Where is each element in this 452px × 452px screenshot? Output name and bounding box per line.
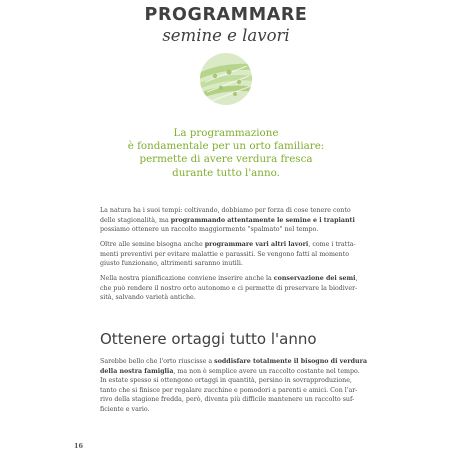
pull-quote-line: permette di avere verdura fresca [139, 153, 313, 166]
page-number: 16 [74, 442, 84, 450]
vegetable-garden-rows-icon [199, 52, 253, 106]
text-line: sità, salvando varietà antiche. [100, 294, 196, 301]
text-line: rivo della stagione fredda, però, diventa più difficile mantenere un raccolto suf- [100, 396, 355, 403]
page-title: PROGRAMMARE [144, 5, 308, 25]
pull-quote-line: La programmazione [173, 127, 279, 139]
paragraph-4 [100, 357, 368, 414]
text-line: menti preventivi per evitare malattie e parassiti. Se vengono fatti al momento [100, 250, 350, 258]
text-line: giusto funzionano, altrimenti saranno inutili. [100, 260, 243, 267]
text-line: tanto che si finisce per regalare zucchine e pomodori a parenti e amici. Con l'ar- [100, 386, 358, 394]
page-subtitle: semine e lavori [162, 26, 290, 45]
text-line: Sarebbe bello che l'orto riuscisse a soddisfare totalmente il bisogno di verdura [100, 358, 368, 365]
text-line: delle stagionalità, ma programmando attentamente le semine e i trapianti [100, 216, 355, 224]
emphasis: programmare vari altri lavori [204, 241, 309, 248]
text-line: della nostra famiglia, ma non è semplice avere un raccolto costante nel tempo. [100, 367, 360, 375]
pull-quote-line: durante tutto l'anno. [172, 166, 280, 179]
emphasis: soddisfare totalmente il bisogno di verdura [214, 358, 368, 365]
pull-quote-line: è fondamentale per un orto familiare: [127, 140, 325, 153]
paragraph-1 [100, 206, 362, 235]
section-heading: Ottenere ortaggi tutto l'anno [100, 330, 317, 348]
text-line: possiamo ottenere un raccolto maggiormente "spalmato" nel tempo. [100, 226, 319, 233]
text-line: Oltre alle semine bisogna anche programmare vari altri lavori, come i tratta- [100, 241, 356, 248]
text-line: La natura ha i suoi tempi: coltivando, dobbiamo per forza di cose tenere conto [100, 207, 351, 214]
text-line: che può rendere il nostro orto autonomo e ci permette di preservare la biodiver- [100, 284, 358, 292]
text-line: In estate spesso si ottengono ortaggi in quantità, persino in sovrapproduzione, [100, 377, 352, 384]
text-line: ficiente e vario. [100, 405, 150, 413]
text-line: Nella nostra pianificazione conviene inserire anche la conservazione dei semi, [100, 275, 358, 282]
paragraph-3 [100, 274, 362, 303]
emphasis: programmando attentamente le semine e i trapianti [170, 216, 355, 224]
emphasis: conservazione dei semi [273, 275, 356, 282]
paragraph-2 [100, 240, 362, 269]
pull-quote [96, 127, 356, 180]
emphasis: della nostra famiglia [100, 367, 174, 375]
